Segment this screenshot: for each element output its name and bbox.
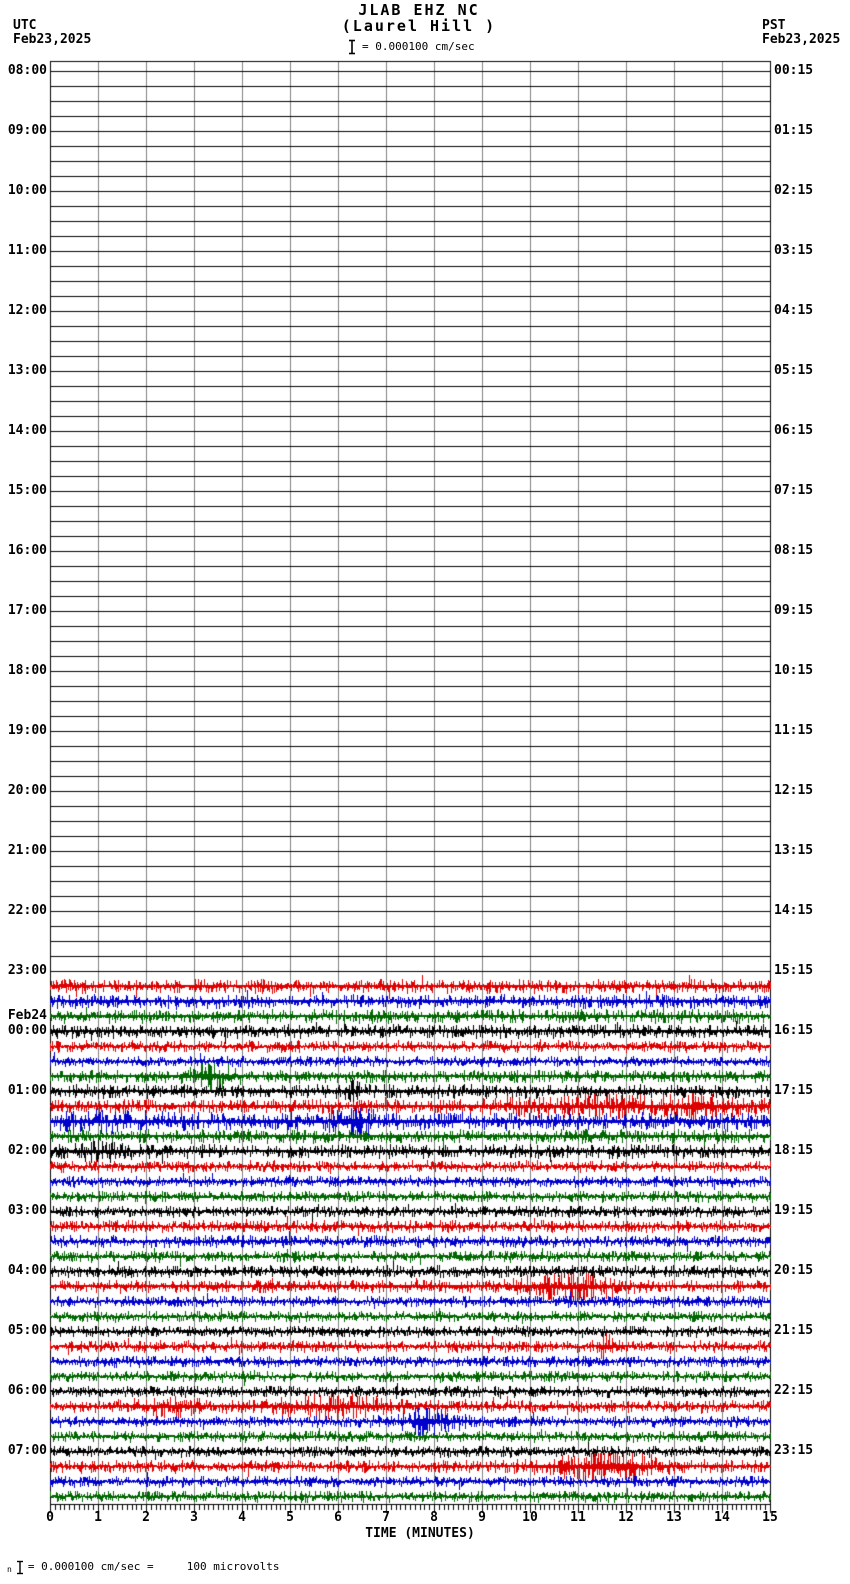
utc-hour-label: 06:00 xyxy=(7,1383,47,1398)
utc-hour-label: 04:00 xyxy=(7,1263,47,1278)
station-location: (Laurel Hill ) xyxy=(341,17,497,35)
pst-hour-label: 12:15 xyxy=(774,783,814,798)
utc-hour-label: 03:00 xyxy=(7,1203,47,1218)
x-tick-label: 1 xyxy=(94,1510,102,1525)
pst-hour-label: 07:15 xyxy=(774,483,814,498)
pst-hour-label: 18:15 xyxy=(774,1143,814,1158)
pst-hour-label: 21:15 xyxy=(774,1323,814,1338)
utc-hour-label: 11:00 xyxy=(7,243,47,258)
x-tick-label: 3 xyxy=(190,1510,198,1525)
pst-hour-label: 03:15 xyxy=(774,243,814,258)
amplitude-scale-label: = 0.000100 cm/sec xyxy=(362,40,475,53)
amplitude-scale-bar-icon xyxy=(348,39,356,55)
x-tick-label: 13 xyxy=(666,1510,682,1525)
utc-hour-label: 13:00 xyxy=(7,363,47,378)
pst-hour-label: 10:15 xyxy=(774,663,814,678)
x-tick-label: 2 xyxy=(142,1510,150,1525)
utc-hour-label: 21:00 xyxy=(7,843,47,858)
utc-hour-label: 07:00 xyxy=(7,1443,47,1458)
footer-scale-note xyxy=(7,1559,280,1575)
footer-note: = 0.000100 cm/sec = 100 microvolts xyxy=(27,1560,280,1573)
x-tick-label: 4 xyxy=(238,1510,246,1525)
utc-hour-label: 09:00 xyxy=(7,123,47,138)
x-tick-label: 0 xyxy=(46,1510,54,1525)
pst-hour-label: 13:15 xyxy=(774,843,814,858)
left-date-label: Feb23,2025 xyxy=(13,32,92,47)
utc-hour-label: 02:00 xyxy=(7,1143,47,1158)
utc-hour-label: 20:00 xyxy=(7,783,47,798)
x-tick-label: 14 xyxy=(714,1510,730,1525)
pst-hour-label: 23:15 xyxy=(774,1443,814,1458)
footer-marker: n xyxy=(7,1565,12,1574)
station-title: JLAB EHZ NC xyxy=(358,1,480,19)
utc-hour-label: 17:00 xyxy=(7,603,47,618)
pst-hour-label: 16:15 xyxy=(774,1023,814,1038)
pst-hour-label: 09:15 xyxy=(774,603,814,618)
pst-hour-label: 05:15 xyxy=(774,363,814,378)
pst-hour-label: 17:15 xyxy=(774,1083,814,1098)
x-tick-label: 11 xyxy=(570,1510,586,1525)
x-tick-label: 15 xyxy=(762,1510,778,1525)
utc-hour-label: 08:00 xyxy=(7,63,47,78)
pst-hour-label: 08:15 xyxy=(774,543,814,558)
utc-hour-label: 15:00 xyxy=(7,483,47,498)
x-tick-label: 8 xyxy=(430,1510,438,1525)
x-tick-label: 10 xyxy=(522,1510,538,1525)
utc-hour-label: 01:00 xyxy=(7,1083,47,1098)
right-date-label: Feb23,2025 xyxy=(762,32,841,47)
x-axis-title: TIME (MINUTES) xyxy=(365,1526,475,1541)
pst-hour-label: 02:15 xyxy=(774,183,814,198)
pst-hour-label: 00:15 xyxy=(774,63,814,78)
amplitude-scale xyxy=(348,39,475,55)
pst-hour-label: 04:15 xyxy=(774,303,814,318)
pst-hour-label: 06:15 xyxy=(774,423,814,438)
utc-hour-label: 18:00 xyxy=(7,663,47,678)
left-timezone-label: UTC xyxy=(13,18,37,33)
utc-hour-label: 12:00 xyxy=(7,303,47,318)
pst-hour-label: 19:15 xyxy=(774,1203,814,1218)
utc-daybreak-label: Feb24 xyxy=(7,1008,47,1023)
pst-hour-label: 15:15 xyxy=(774,963,814,978)
utc-hour-label: 19:00 xyxy=(7,723,47,738)
x-tick-label: 12 xyxy=(618,1510,634,1525)
pst-hour-label: 01:15 xyxy=(774,123,814,138)
x-tick-label: 7 xyxy=(382,1510,390,1525)
utc-hour-label: 10:00 xyxy=(7,183,47,198)
utc-hour-label: 23:00 xyxy=(7,963,47,978)
utc-hour-label: 22:00 xyxy=(7,903,47,918)
right-timezone-label: PST xyxy=(762,18,786,33)
footer-scale-bar-icon xyxy=(16,1560,24,1575)
x-tick-label: 9 xyxy=(478,1510,486,1525)
utc-hour-label: 16:00 xyxy=(7,543,47,558)
x-tick-label: 6 xyxy=(334,1510,342,1525)
pst-hour-label: 14:15 xyxy=(774,903,814,918)
utc-hour-label: 05:00 xyxy=(7,1323,47,1338)
x-tick-label: 5 xyxy=(286,1510,294,1525)
utc-hour-label: 00:00 xyxy=(7,1023,47,1038)
utc-hour-label: 14:00 xyxy=(7,423,47,438)
pst-hour-label: 11:15 xyxy=(774,723,814,738)
pst-hour-label: 22:15 xyxy=(774,1383,814,1398)
pst-hour-label: 20:15 xyxy=(774,1263,814,1278)
